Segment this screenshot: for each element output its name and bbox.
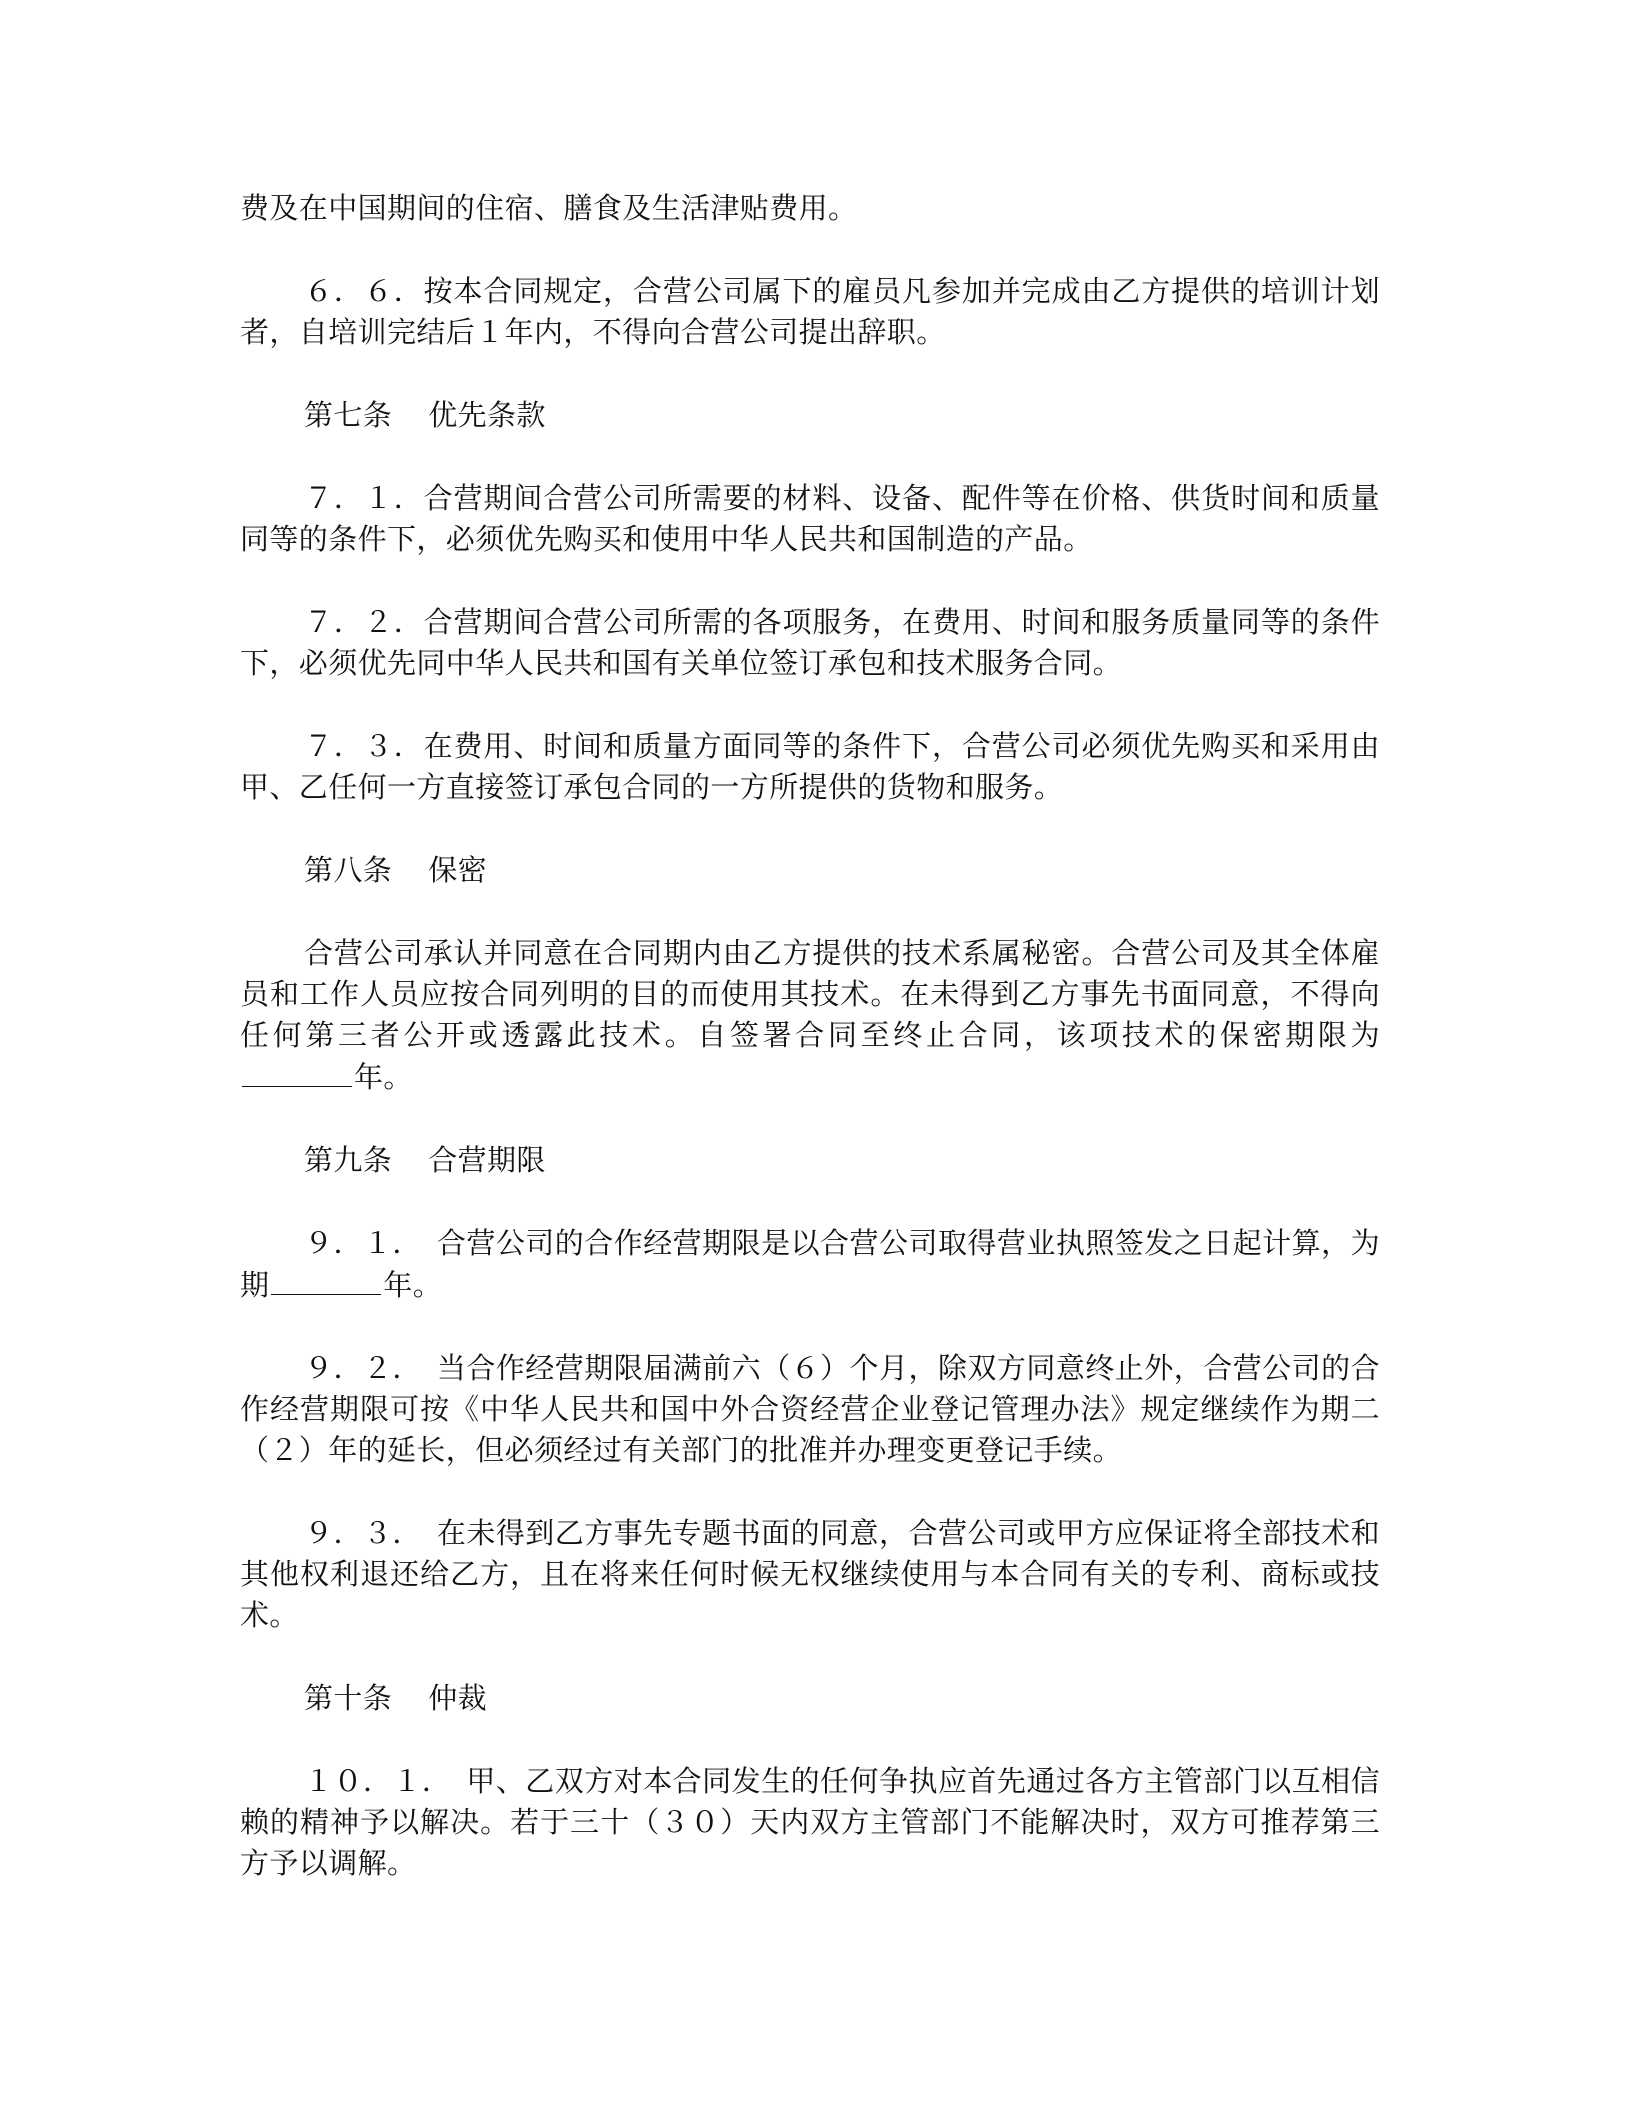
clause-8-suffix: 年。 [354, 1060, 413, 1094]
paragraph-continuation: 费及在中国期间的住宿、膳食及生活津贴费用。 [240, 191, 858, 225]
clause-8-text: 合营公司承认并同意在合同期内由乙方提供的技术系属秘密。合营公司及其全体雇员和工作人员应按合同列明的目的而使用其技术。在未得到乙方事先书面同意，不得向任何第三者公开或透露此技术。自签署合同至终止合同，该项技术的保密期限为 [240, 936, 1380, 1052]
clause-7-3: ７．３．在费用、时间和质量方面同等的条件下，合营公司必须优先购买和采用由甲、乙任何一方直接签订承包合同的一方所提供的货物和服务。 [240, 729, 1380, 804]
article-7-title: 优先条款 [428, 398, 546, 432]
article-8-heading [240, 850, 1380, 891]
article-8-number: 第八条 [304, 853, 393, 887]
clause-6-6: ６．６．按本合同规定，合营公司属下的雇员凡参加并完成由乙方提供的培训计划者，自培训完结后１年内，不得向合营公司提出辞职。 [240, 274, 1380, 349]
clause-10-1: １０．１． 甲、乙双方对本合同发生的任何争执应首先通过各方主管部门以互相信赖的精神予以解决。若于三十（３０）天内双方主管部门不能解决时，双方可推荐第三方予以调解。 [240, 1764, 1380, 1880]
clause-9-2: ９．２． 当合作经营期限届满前六（６）个月，除双方同意终止外，合营公司的合作经营期限可按《中华人民共和国中外合资经营企业登记管理办法》规定继续作为期二（２）年的延长，但必须经过有关部门的批准并办理变更登记手续。 [240, 1351, 1380, 1467]
article-10-title: 仲裁 [428, 1681, 488, 1715]
clause-9-1-text: ９．１． 合营公司的合作经营期限是以合营公司取得营业执照签发之日起计算，为期 [240, 1226, 1380, 1302]
clause-7-1: ７．１．合营期间合营公司所需要的材料、设备、配件等在价格、供货时间和质量同等的条件下，必须优先购买和使用中华人民共和国制造的产品。 [240, 481, 1380, 556]
article-9-title: 合营期限 [428, 1143, 546, 1177]
clause-9-1-suffix: 年。 [383, 1268, 443, 1302]
clause-7-2: ７．２．合营期间合营公司所需的各项服务，在费用、时间和服务质量同等的条件下，必须优先同中华人民共和国有关单位签订承包和技术服务合同。 [240, 605, 1380, 680]
article-9-heading [240, 1140, 1380, 1181]
article-7-number: 第七条 [304, 398, 393, 432]
clause-8-confidentiality [240, 933, 1380, 1098]
article-9-number: 第九条 [304, 1143, 393, 1177]
confidentiality-term-blank[interactable] [242, 1056, 352, 1087]
article-10-number: 第十条 [304, 1681, 393, 1715]
joint-venture-term-blank[interactable] [271, 1264, 381, 1295]
article-10-heading [240, 1678, 1380, 1719]
article-8-title: 保密 [428, 853, 488, 887]
clause-9-1 [240, 1223, 1380, 1306]
clause-9-3: ９．３． 在未得到乙方事先专题书面的同意，合营公司或甲方应保证将全部技术和其他权利退还给乙方，且在将来任何时候无权继续使用与本合同有关的专利、商标或技术。 [240, 1516, 1380, 1632]
article-7-heading [240, 395, 1380, 436]
document-body [240, 188, 1380, 1926]
